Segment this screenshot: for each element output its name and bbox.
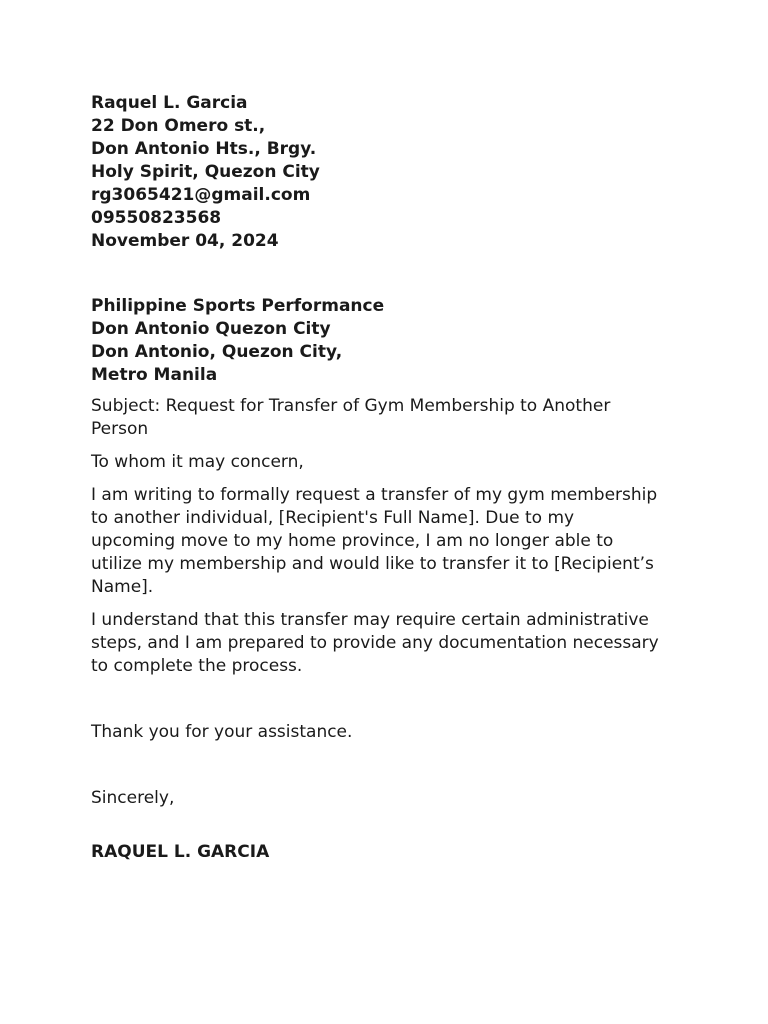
body-paragraph-2: [91, 609, 691, 678]
closing: [91, 787, 691, 810]
sender-block: [91, 92, 691, 253]
sender-address-line3: Holy Spirit, Quezon City: [91, 162, 320, 182]
subject-line: [91, 395, 691, 441]
recipient-organization: Philippine Sports Performance: [91, 296, 385, 316]
closing-text: Sincerely,: [91, 788, 175, 808]
sender-email: rg3065421@gmail.com: [91, 185, 311, 205]
salutation-text: To whom it may concern,: [91, 452, 304, 472]
signature: [91, 841, 691, 864]
sender-address-line1: 22 Don Omero st.,: [91, 116, 266, 136]
thank-you-line: [91, 721, 691, 744]
recipient-address-line2: Don Antonio, Quezon City,: [91, 342, 343, 362]
paragraph-2-line: I understand that this transfer may require certain administrative: [91, 610, 649, 630]
paragraph-2-line: steps, and I am prepared to provide any documentation necessary: [91, 633, 659, 653]
subject-line-2: Person: [91, 419, 149, 439]
paragraph-2-line: to complete the process.: [91, 656, 303, 676]
paragraph-1-line: to another individual, [Recipient's Full Name]. Due to my: [91, 508, 575, 528]
paragraph-1-line: upcoming move to my home province, I am no longer able to: [91, 531, 614, 551]
paragraph-1-line: I am writing to formally request a transfer of my gym membership: [91, 485, 658, 505]
sender-address-line2: Don Antonio Hts., Brgy.: [91, 139, 317, 159]
recipient-block: [91, 295, 691, 387]
letter-page: [91, 92, 691, 864]
salutation: [91, 451, 691, 474]
letter-date: November 04, 2024: [91, 231, 279, 251]
paragraph-1-line: Name].: [91, 577, 154, 597]
body-paragraph-1: [91, 484, 691, 599]
signature-name: RAQUEL L. GARCIA: [91, 842, 270, 862]
recipient-address-line1: Don Antonio Quezon City: [91, 319, 331, 339]
sender-phone: 09550823568: [91, 208, 222, 228]
subject-line-1: Subject: Request for Transfer of Gym Membership to Another: [91, 396, 611, 416]
paragraph-1-line: utilize my membership and would like to transfer it to [Recipient’s: [91, 554, 654, 574]
thank-you-text: Thank you for your assistance.: [91, 722, 353, 742]
sender-name: Raquel L. Garcia: [91, 93, 248, 113]
recipient-address-line3: Metro Manila: [91, 365, 218, 385]
